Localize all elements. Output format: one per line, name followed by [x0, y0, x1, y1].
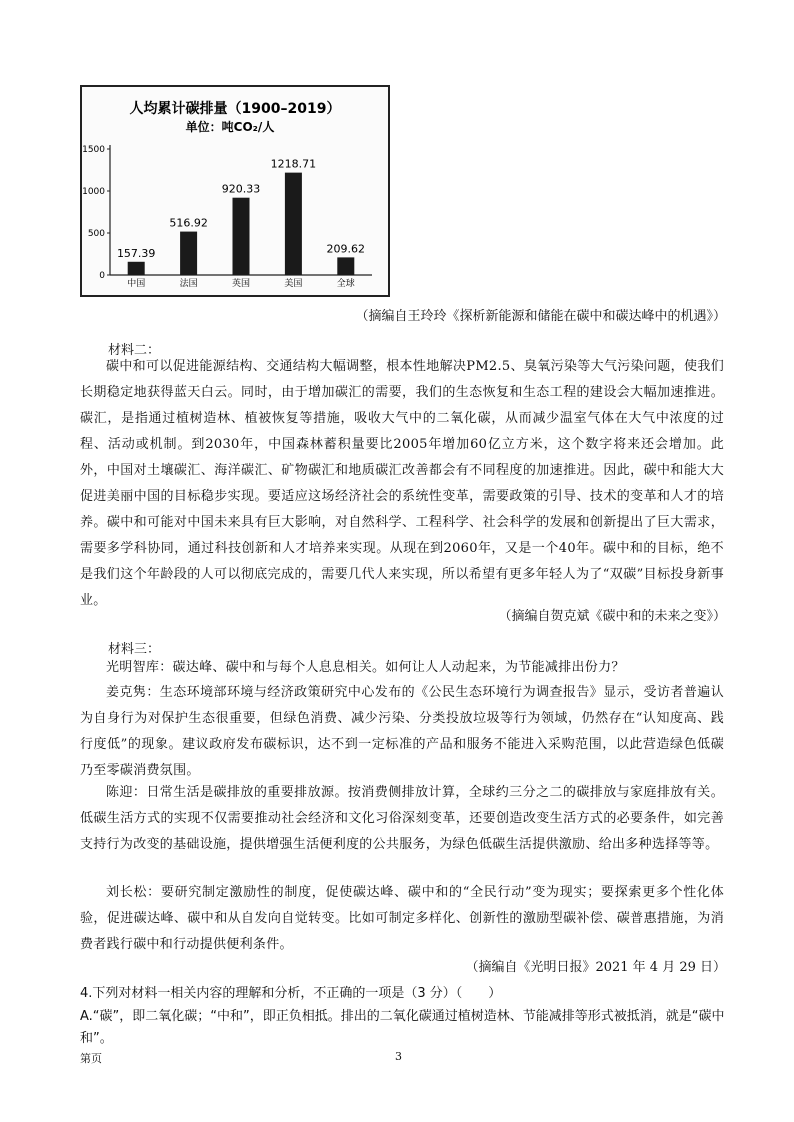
- question-4-stem: 4.下列对材料一相关内容的理解和分析，不正确的一项是（3 分）（ ）: [80, 986, 502, 1001]
- chart-subtitle: 单位：吨CO₂/人: [185, 120, 275, 134]
- bar: [128, 262, 145, 275]
- chart-title: 人均累计碳排量（1900–2019）: [129, 101, 341, 117]
- bar: [337, 257, 354, 275]
- material-3-p4: 刘长松：要研究制定激励性的制度，促使碳达峰、碳中和的“全民行动”变为现实；要探索更多个性化体验，促进碳达峰、碳中和从自发向自觉转变。比如可制定多样化、创新性的激励型碳补偿、碳普惠措施，为消费者践行碳中和行动提供便利条件。: [80, 885, 724, 952]
- source-1: （摘编自王玲玲《探析新能源和储能在碳中和碳达峰中的机遇》）: [355, 309, 726, 324]
- bar: [180, 232, 197, 275]
- material-3-p3: 陈迎：日常生活是碳排放的重要排放源。按消费侧排放计算，全球约三分之二的碳排放与家庭排放有关。低碳生活方式的实现不仅需要推动社会经济和文化习俗深刻变革，还要创造改变生活方式的必要条件，如完善支持行为改变的基础设施，提供增强生活便利度的公共服务，为绿色低碳生活提供激励、给出多种选择等等。: [80, 785, 724, 852]
- material-3-label: 材料三：: [108, 642, 161, 657]
- source-2: （摘编自贺克斌《碳中和的未来之变》）: [498, 609, 726, 624]
- y-tick-label: 1000: [82, 187, 105, 197]
- bar-value-label: 209.62: [326, 242, 366, 256]
- chart-body: [82, 145, 372, 289]
- footer-page-number: 3: [395, 1050, 402, 1063]
- question-4-option-a: A.“碳”，即二氧化碳；“中和”，即正负相抵。排出的二氧化碳通过植树造林、节能减排等形式被抵消，就是“碳中和”。: [80, 1009, 725, 1046]
- y-tick-label: 1500: [82, 145, 105, 155]
- material-2-text: 碳中和可以促进能源结构、交通结构大幅调整，根本性地解决PM2.5、臭氧污染等大气污染问题，使我们长期稳定地获得蓝天白云。同时，由于增加碳汇的需要，我们的生态恢复和生态工程的建设会大幅加速推进。碳汇，是指通过植树造林、植被恢复等措施，吸收大气中的二氧化碳，从而减少温室气体在大气中浓度的过程、活动或机制。到2030年，中国森林蓄积量要比2005年增加60亿立方米，这个数字将来还会增加。此外，中国对土壤碳汇、海洋碳汇、矿物碳汇和地质碳汇改善都会有不同程度的加速推进。因此，碳中和能大大促进美丽中国的目标稳步实现。要适应这场经济社会的系统性变革，需要政策的引导、技术的变革和人才的培养。碳中和可能对中国未来具有巨大影响，对自然科学、工程科学、社会科学的发展和创新提出了巨大需求，需要多学科协同，通过科技创新和人才培养来实现。从现在到2060年，又是一个40年。碳中和的目标，绝不是我们这个年龄段的人可以彻底完成的，需要几代人来实现，所以希望有更多年轻人为了“双碳”目标投身新事业。: [80, 359, 724, 608]
- bar-value-label: 920.33: [221, 182, 261, 196]
- carbon-emission-chart: [80, 85, 390, 297]
- category-label: 中国: [127, 279, 146, 289]
- y-tick-label: 500: [87, 229, 105, 239]
- category-label: 法国: [179, 279, 198, 289]
- material-3-p2: 姜克隽：生态环境部环境与经济政策研究中心发布的《公民生态环境行为调查报告》显示，受访者普遍认为自身行为对保护生态很重要，但绿色消费、减少污染、分类投放垃圾等行为领域，仍然存在“认知度高、践行度低”的现象。建议政府发布碳标识，达不到一定标准的产品和服务不能进入采购范围，以此营造绿色低碳乃至零碳消费氛围。: [80, 685, 724, 778]
- bar-value-label: 516.92: [169, 216, 208, 230]
- category-label: 英国: [231, 279, 251, 289]
- material-2-label: 材料二：: [108, 343, 161, 358]
- bar: [285, 173, 302, 275]
- material-3-p1: 光明智库：碳达峰、碳中和与每个人息息相关。如何让人人动起来，为节能减排出份力？: [106, 660, 625, 675]
- chart-svg: [82, 87, 388, 295]
- bar-value-label: 1218.71: [270, 157, 317, 171]
- bar-value-label: 157.39: [116, 246, 156, 260]
- bar: [233, 198, 250, 275]
- category-label: 全球: [336, 279, 355, 289]
- category-label: 美国: [284, 279, 303, 289]
- y-tick-label: 0: [99, 271, 105, 281]
- footer-page-label: 第页: [80, 1052, 102, 1065]
- source-3: （摘编自《光明日报》2021 年 4 月 29 日）: [465, 960, 726, 975]
